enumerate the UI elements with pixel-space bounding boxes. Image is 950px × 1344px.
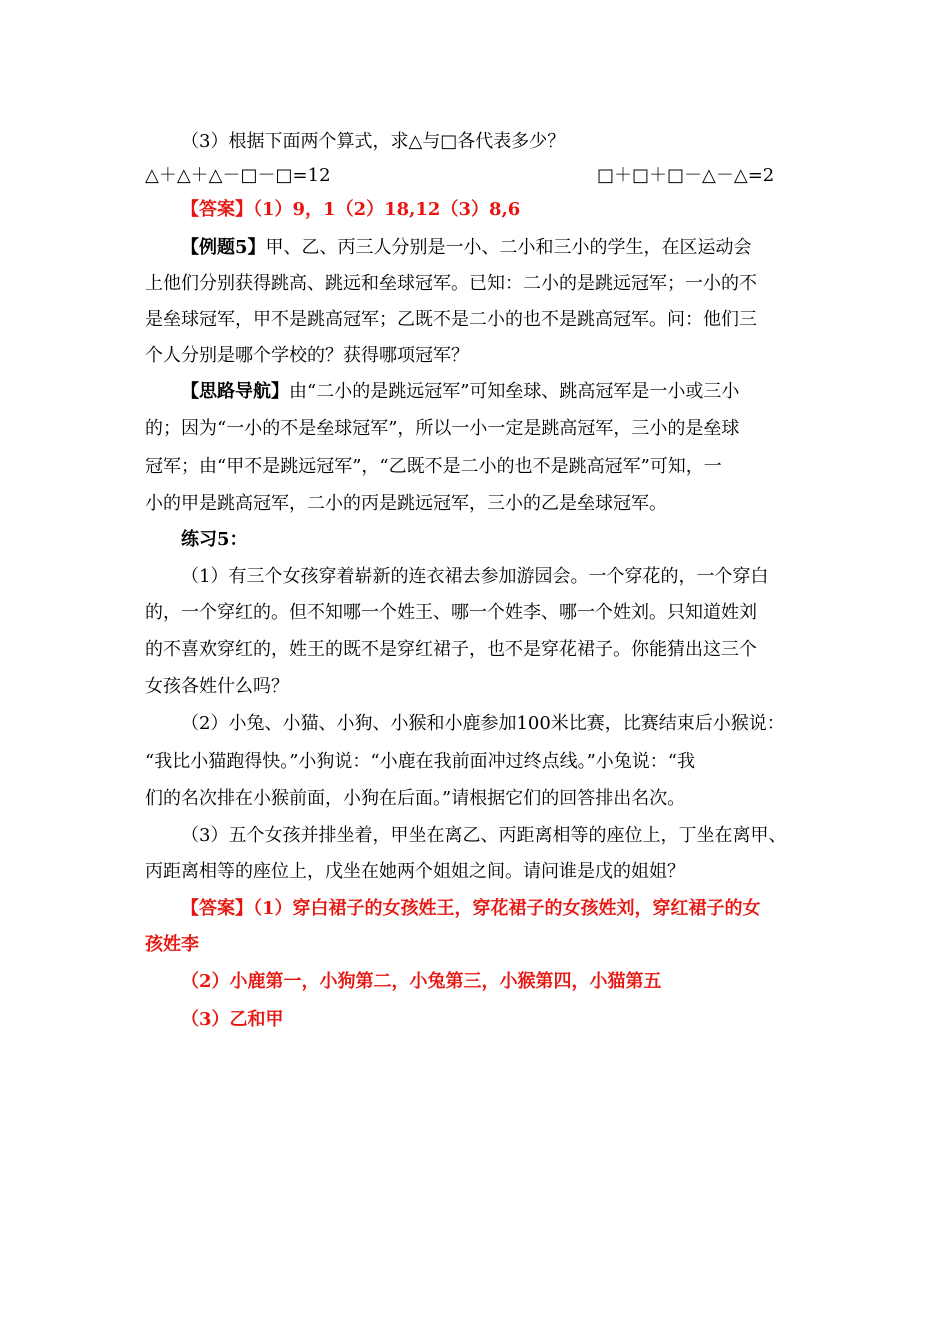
- guide-tag: 【思路导航】: [181, 381, 289, 402]
- guide-line-3: 冠军；由“甲不是跳远冠军”，“乙既不是二小的也不是跳高冠军”可知，一: [145, 456, 722, 477]
- guide-line-4: 小的甲是跳高冠军，二小的丙是跳远冠军，三小的乙是垒球冠军。: [145, 493, 667, 514]
- answer-1-text: （1）9，1（2）18,12（3）8,6: [253, 199, 521, 220]
- answer-2-line-3: （2）小鹿第一，小狗第二，小兔第三，小猴第四，小猫第五: [181, 971, 662, 992]
- example-5-line-2: 上他们分别获得跳高、跳远和垒球冠军。已知：二小的是跳远冠军；一小的不: [145, 273, 757, 294]
- practice-p3-line-2: 丙距离相等的座位上，戊坐在她两个姐姐之间。请问谁是戊的姐姐？: [145, 861, 685, 882]
- guide-line-1: 【思路导航】由“二小的是跳远冠军”可知垒球、跳高冠军是一小或三小: [181, 381, 740, 402]
- practice-p1-line-2: 的，一个穿红的。但不知哪一个姓王、哪一个姓李、哪一个姓刘。只知道姓刘: [145, 602, 757, 623]
- practice-5-title: 练习5：: [181, 529, 248, 550]
- guide-line-2: 的；因为“一小的不是垒球冠军”，所以一小一定是跳高冠军，三小的是垒球: [145, 418, 740, 439]
- practice-p1-line-4: 女孩各姓什么吗？: [145, 676, 289, 697]
- example-5-line-3: 是垒球冠军，甲不是跳高冠军；乙既不是二小的也不是跳高冠军。问：他们三: [145, 309, 757, 330]
- answer-1-tag: 【答案】: [181, 199, 253, 220]
- example-5-line-4: 个人分别是哪个学校的？获得哪项冠军？: [145, 345, 469, 366]
- q3-equation-1: △＋△＋△－□－□=12: [145, 165, 331, 186]
- answer-2-line-4: （3）乙和甲: [181, 1009, 284, 1030]
- q3-equations: [145, 164, 845, 188]
- q3-equation-2: □＋□＋□－△－△=2: [597, 165, 775, 186]
- answer-1: [181, 198, 520, 222]
- answer-2-tag: 【答案】: [181, 898, 253, 919]
- practice-p2-line-2: “我比小猫跑得快。”小狗说：“小鹿在我前面冲过终点线。”小兔说：“我: [145, 751, 696, 772]
- answer-2-line-1: 【答案】（1）穿白裙子的女孩姓王，穿花裙子的女孩姓刘，穿红裙子的女: [181, 898, 761, 919]
- example-5-line-1: 【例题5】甲、乙、丙三人分别是一小、二小和三小的学生，在区运动会: [181, 237, 752, 258]
- practice-p2-line-3: 们的名次排在小猴前面，小狗在后面。”请根据它们的回答排出名次。: [145, 788, 686, 809]
- practice-p1-line-1: （1）有三个女孩穿着崭新的连衣裙去参加游园会。一个穿花的，一个穿白: [181, 566, 769, 587]
- practice-p3-line-1: （3）五个女孩并排坐着，甲坐在离乙、丙距离相等的座位上，丁坐在离甲、: [181, 825, 787, 846]
- answer-2-line-2: 孩姓李: [145, 934, 199, 955]
- example-5-tag: 【例题5】: [181, 237, 266, 258]
- practice-p2-line-1: （2）小兔、小猫、小狗、小猴和小鹿参加100米比赛，比赛结束后小猴说：: [181, 713, 785, 734]
- q3-question: （3）根据下面两个算式，求△与□各代表多少？: [181, 131, 566, 152]
- practice-p1-line-3: 的不喜欢穿红的，姓王的既不是穿红裙子，也不是穿花裙子。你能猜出这三个: [145, 639, 757, 660]
